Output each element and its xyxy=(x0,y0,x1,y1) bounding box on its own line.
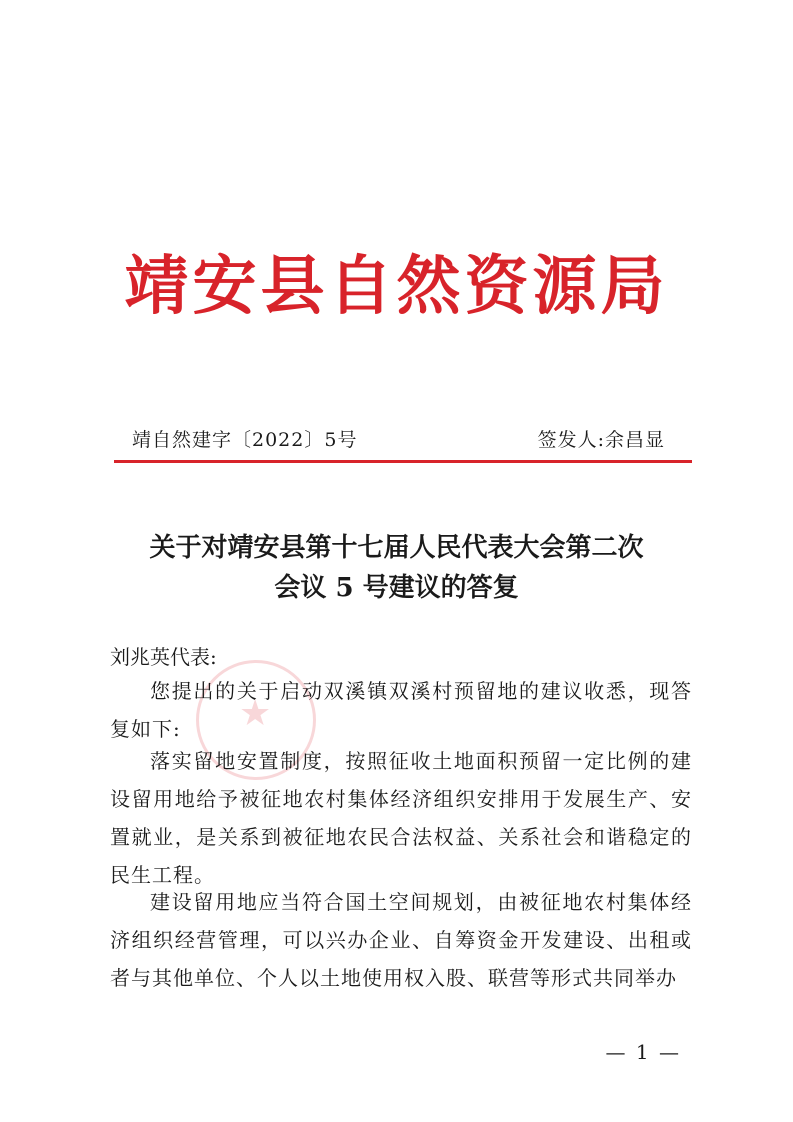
issuer-label: 签发人:余昌显 xyxy=(537,429,665,451)
red-divider-rule xyxy=(114,460,692,463)
page-number: — 1 — xyxy=(605,1040,681,1064)
document-title xyxy=(60,528,733,608)
salutation: 刘兆英代表: xyxy=(110,645,217,669)
body-paragraph: 您提出的关于启动双溪镇双溪村预留地的建议收悉，现答复如下: xyxy=(110,679,692,741)
body-paragraph: 建设留用地应当符合国土空间规划，由被征地农村集体经济组织经营管理，可以兴办企业、自筹资金开发建设、出租或者与其他单位、个人以土地使用权入股、联营等形式共同举办 xyxy=(110,890,692,990)
document-number: 靖自然建字〔2022〕5号 xyxy=(132,429,358,451)
seal-star-icon: ★ xyxy=(239,693,272,734)
title-line-1: 关于对靖安县第十七届人民代表大会第二次 xyxy=(149,533,644,563)
body-paragraph: 落实留地安置制度，按照征收土地面积预留一定比例的建设留用地给予被征地农村集体经济组织安排用于发展生产、安置就业，是关系到被征地农民合法权益、关系社会和谐稳定的民生工程。 xyxy=(110,749,692,887)
title-line-2: 会议 5 号建议的答复 xyxy=(274,573,519,603)
agency-title: 靖安县自然资源局 xyxy=(124,249,669,324)
